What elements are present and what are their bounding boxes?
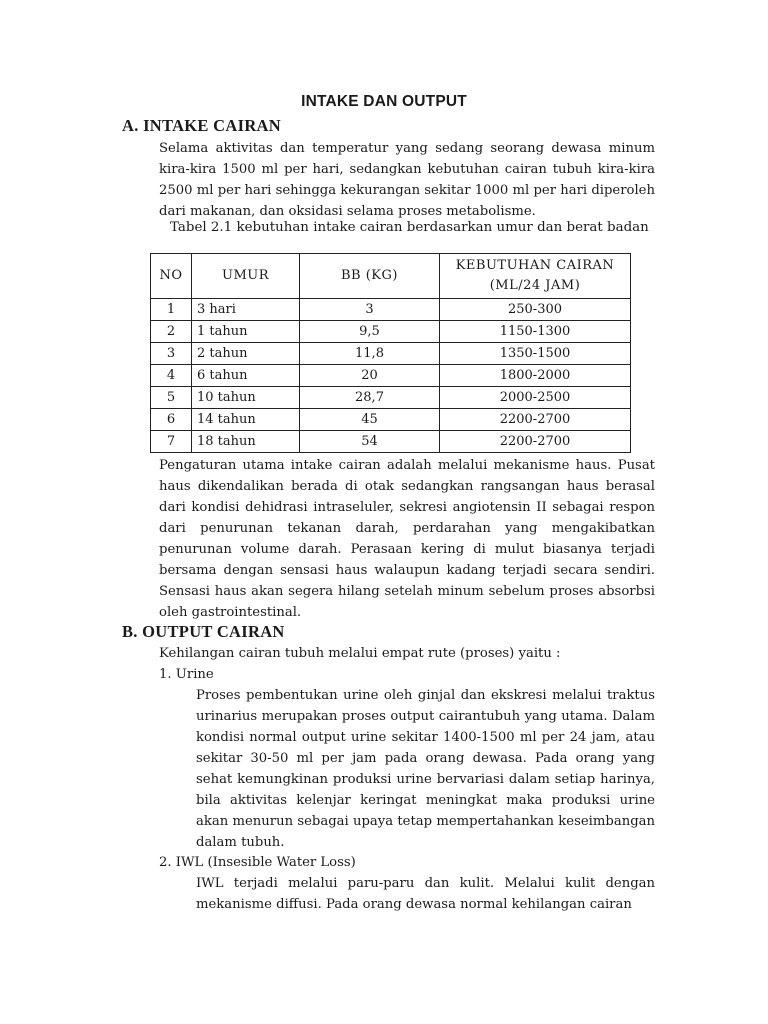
header-kebutuhan-line2: (ML/24 JAM): [489, 278, 581, 293]
item-iwl-text: IWL terjadi melalui paru-paru dan kulit. Melalui kulit dengan mekanisme diffusi. Pada orang dewasa normal kehilangan cairan: [196, 876, 655, 912]
cell-umur: 18 tahun: [192, 431, 300, 453]
fluid-intake-table: [150, 253, 631, 453]
table-row: [151, 321, 631, 343]
cell-no: 5: [151, 387, 192, 409]
cell-no: 1: [151, 299, 192, 321]
cell-kebutuhan: 2200-2700: [440, 431, 631, 453]
section-a-heading: A. INTAKE CAIRAN: [122, 116, 281, 135]
page-title: INTAKE DAN OUTPUT: [301, 93, 467, 110]
header-no: NO: [151, 254, 192, 299]
cell-bb: 20: [300, 365, 440, 387]
cell-kebutuhan: 1150-1300: [440, 321, 631, 343]
cell-umur: 1 tahun: [192, 321, 300, 343]
cell-umur: 10 tahun: [192, 387, 300, 409]
table-header-row: [151, 254, 631, 299]
cell-umur: 14 tahun: [192, 409, 300, 431]
table-row: [151, 365, 631, 387]
cell-bb: 9,5: [300, 321, 440, 343]
cell-umur: 2 tahun: [192, 343, 300, 365]
cell-kebutuhan: 2000-2500: [440, 387, 631, 409]
section-b-intro: Kehilangan cairan tubuh melalui empat rute (proses) yaitu :: [159, 646, 561, 661]
cell-no: 4: [151, 365, 192, 387]
item-urine-text: Proses pembentukan urine oleh ginjal dan ekskresi melalui traktus urinarius merupakan proses output cairantubuh yang utama. Dalam kondisi normal output urine sekitar 1400-1500 ml per 24 jam, atau sekitar 30-50 ml per jam pada orang dewasa. Pada orang yang sehat kemungkinan produksi urine bervariasi dalam setiap harinya, bila aktivitas kelenjar keringat meningkat maka produksi urine akan menurun sebagai upaya tetap mempertahankan keseimbangan dalam tubuh.: [196, 688, 655, 850]
cell-kebutuhan: 2200-2700: [440, 409, 631, 431]
cell-bb: 3: [300, 299, 440, 321]
section-b-heading: B. OUTPUT CAIRAN: [122, 622, 285, 641]
section-a-intro: Selama aktivitas dan temperatur yang sedang seorang dewasa minum kira-kira 1500 ml per hari, sedangkan kebutuhan cairan tubuh kira-kira 2500 ml per hari sehingga kekurangan sekitar 1000 ml per hari diperoleh dari makanan, dan oksidasi selama proses metabolisme.: [159, 141, 655, 219]
table-row: [151, 299, 631, 321]
header-kebutuhan-line1: KEBUTUHAN CAIRAN: [455, 258, 615, 273]
cell-kebutuhan: 1350-1500: [440, 343, 631, 365]
cell-kebutuhan: 1800-2000: [440, 365, 631, 387]
cell-kebutuhan: 250-300: [440, 299, 631, 321]
cell-bb: 54: [300, 431, 440, 453]
cell-umur: 6 tahun: [192, 365, 300, 387]
table-row: [151, 343, 631, 365]
table-row: [151, 409, 631, 431]
cell-bb: 45: [300, 409, 440, 431]
cell-no: 3: [151, 343, 192, 365]
cell-no: 6: [151, 409, 192, 431]
cell-no: 7: [151, 431, 192, 453]
header-umur: UMUR: [192, 254, 300, 299]
item-urine-title: 1. Urine: [159, 667, 214, 682]
cell-no: 2: [151, 321, 192, 343]
pengaturan-paragraph: Pengaturan utama intake cairan adalah melalui mekanisme haus. Pusat haus dikendalikan berada di otak sedangkan rangsangan haus berasal dari kondisi dehidrasi intraseluler, sekresi angiotensin II sebagai respon dari penurunan tekanan darah, perdarahan yang mengakibatkan penurunan volume darah. Perasaan kering di mulut biasanya terjadi bersama dengan sensasi haus walaupun kadang terjadi secara sendiri. Sensasi haus akan segera hilang setelah minum sebelum proses absorbsi oleh gastrointestinal.: [159, 458, 655, 620]
cell-bb: 28,7: [300, 387, 440, 409]
table-row: [151, 387, 631, 409]
header-kebutuhan: [440, 254, 631, 299]
table-caption: Tabel 2.1 kebutuhan intake cairan berdasarkan umur dan berat badan: [170, 220, 649, 235]
item-iwl-title: 2. IWL (Insesible Water Loss): [159, 855, 356, 870]
cell-umur: 3 hari: [192, 299, 300, 321]
table-row: [151, 431, 631, 453]
cell-bb: 11,8: [300, 343, 440, 365]
header-bb: BB (KG): [300, 254, 440, 299]
